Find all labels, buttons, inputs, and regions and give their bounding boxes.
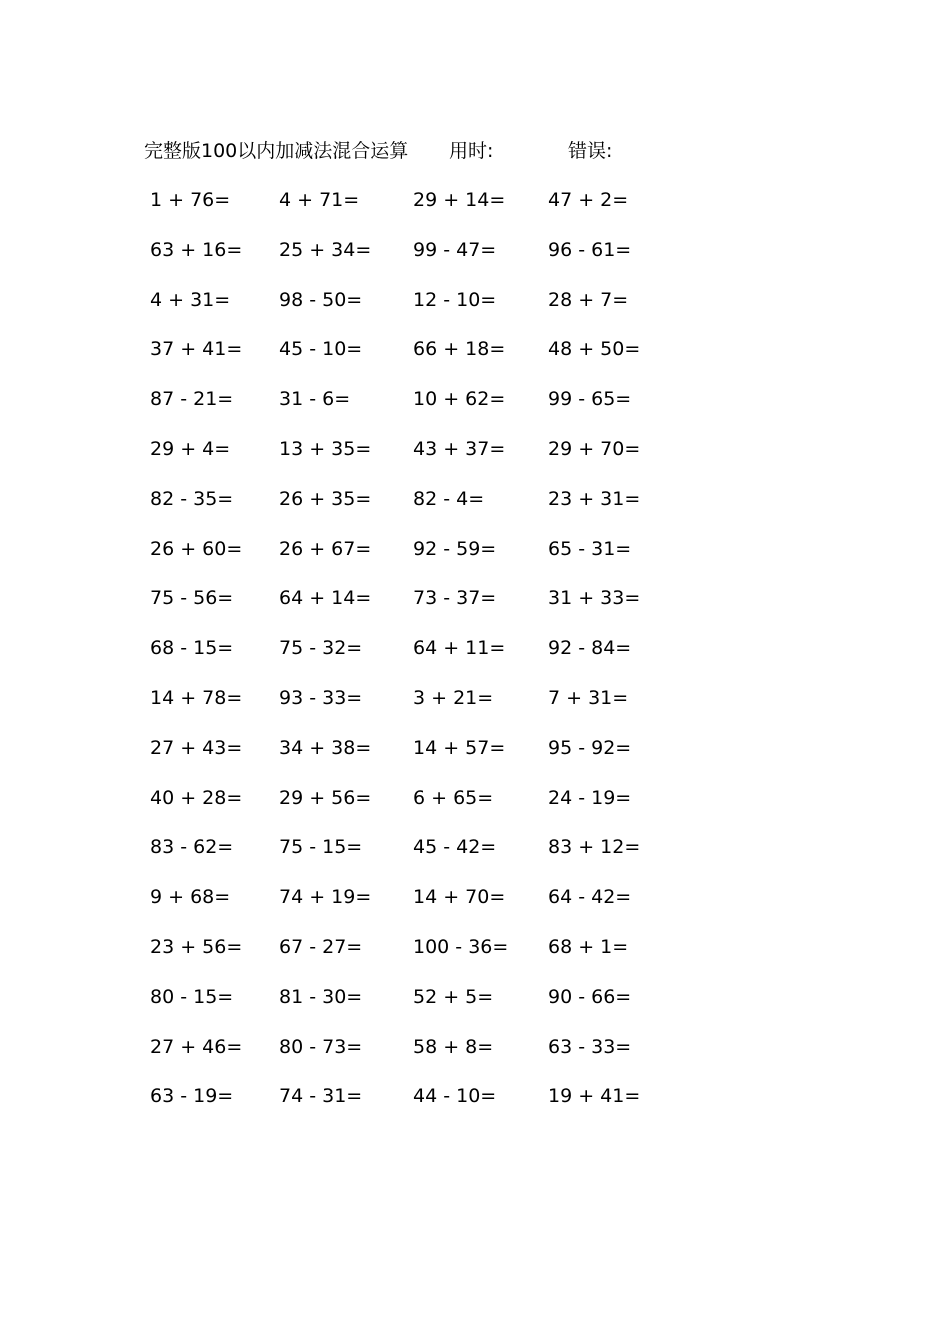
arithmetic-problem: 73 - 37= xyxy=(413,587,497,610)
arithmetic-problem: 29 + 70= xyxy=(548,437,641,460)
arithmetic-problem: 27 + 46= xyxy=(150,1035,243,1058)
arithmetic-problem: 68 + 1= xyxy=(548,935,629,958)
problem-grid xyxy=(140,182,660,1128)
problem-row xyxy=(140,331,660,381)
arithmetic-problem: 75 - 56= xyxy=(150,587,234,610)
problem-row xyxy=(140,232,660,282)
arithmetic-problem: 74 - 31= xyxy=(279,1085,363,1108)
arithmetic-problem: 44 - 10= xyxy=(413,1085,497,1108)
problem-row xyxy=(140,531,660,581)
problem-row xyxy=(140,829,660,879)
arithmetic-problem: 29 + 14= xyxy=(413,189,506,211)
arithmetic-problem: 48 + 50= xyxy=(548,338,641,361)
problem-row xyxy=(140,879,660,929)
arithmetic-problem: 82 - 35= xyxy=(150,487,234,510)
arithmetic-problem: 65 - 31= xyxy=(548,537,632,560)
arithmetic-problem: 19 + 41= xyxy=(548,1085,641,1108)
arithmetic-problem: 67 - 27= xyxy=(279,935,363,958)
arithmetic-problem: 10 + 62= xyxy=(413,388,506,411)
arithmetic-problem: 68 - 15= xyxy=(150,637,234,660)
arithmetic-problem: 26 + 60= xyxy=(150,537,243,560)
arithmetic-problem: 25 + 34= xyxy=(279,238,372,261)
arithmetic-problem: 45 - 42= xyxy=(413,836,497,859)
arithmetic-problem: 64 - 42= xyxy=(548,886,632,909)
arithmetic-problem: 93 - 33= xyxy=(279,686,363,709)
arithmetic-problem: 87 - 21= xyxy=(150,388,234,411)
arithmetic-problem: 14 + 78= xyxy=(150,686,243,709)
arithmetic-problem: 6 + 65= xyxy=(413,786,494,809)
arithmetic-problem: 98 - 50= xyxy=(279,288,363,311)
arithmetic-problem: 45 - 10= xyxy=(279,338,363,361)
arithmetic-problem: 4 + 31= xyxy=(150,288,231,311)
arithmetic-problem: 64 + 11= xyxy=(413,637,506,660)
problem-row xyxy=(140,282,660,332)
arithmetic-problem: 95 - 92= xyxy=(548,736,632,759)
arithmetic-problem: 99 - 47= xyxy=(413,238,497,261)
arithmetic-problem: 12 - 10= xyxy=(413,288,497,311)
problem-row xyxy=(140,730,660,780)
arithmetic-problem: 92 - 84= xyxy=(548,637,632,660)
time-used-label: 用时: xyxy=(449,140,494,162)
arithmetic-problem: 26 + 35= xyxy=(279,487,372,510)
arithmetic-problem: 99 - 65= xyxy=(548,388,632,411)
arithmetic-problem: 4 + 71= xyxy=(279,189,360,211)
error-count-label: 错误: xyxy=(568,140,613,162)
arithmetic-problem: 13 + 35= xyxy=(279,437,372,460)
arithmetic-problem: 92 - 59= xyxy=(413,537,497,560)
arithmetic-problem: 31 + 33= xyxy=(548,587,641,610)
arithmetic-problem: 31 - 6= xyxy=(279,388,351,411)
arithmetic-problem: 1 + 76= xyxy=(150,189,231,211)
worksheet-header xyxy=(144,136,664,166)
problem-row xyxy=(140,1029,660,1079)
arithmetic-problem: 81 - 30= xyxy=(279,985,363,1008)
arithmetic-problem: 34 + 38= xyxy=(279,736,372,759)
problem-row xyxy=(140,630,660,680)
arithmetic-problem: 23 + 31= xyxy=(548,487,641,510)
arithmetic-problem: 43 + 37= xyxy=(413,437,506,460)
arithmetic-problem: 29 + 4= xyxy=(150,437,231,460)
arithmetic-problem: 28 + 7= xyxy=(548,288,629,311)
arithmetic-problem: 9 + 68= xyxy=(150,886,231,909)
arithmetic-problem: 24 - 19= xyxy=(548,786,632,809)
arithmetic-problem: 63 - 33= xyxy=(548,1035,632,1058)
arithmetic-problem: 37 + 41= xyxy=(150,338,243,361)
arithmetic-problem: 63 + 16= xyxy=(150,238,243,261)
arithmetic-problem: 100 - 36= xyxy=(413,935,509,958)
arithmetic-problem: 75 - 15= xyxy=(279,836,363,859)
problem-row xyxy=(140,979,660,1029)
problem-row xyxy=(140,929,660,979)
arithmetic-problem: 74 + 19= xyxy=(279,886,372,909)
worksheet-title: 完整版100以内加减法混合运算 xyxy=(144,140,409,162)
arithmetic-problem: 83 + 12= xyxy=(548,836,641,859)
arithmetic-problem: 7 + 31= xyxy=(548,686,629,709)
problem-row xyxy=(140,780,660,830)
arithmetic-problem: 29 + 56= xyxy=(279,786,372,809)
arithmetic-problem: 90 - 66= xyxy=(548,985,632,1008)
arithmetic-problem: 47 + 2= xyxy=(548,189,629,211)
arithmetic-problem: 52 + 5= xyxy=(413,985,494,1008)
arithmetic-problem: 3 + 21= xyxy=(413,686,494,709)
arithmetic-problem: 26 + 67= xyxy=(279,537,372,560)
problem-row xyxy=(140,431,660,481)
arithmetic-problem: 14 + 57= xyxy=(413,736,506,759)
problem-row xyxy=(140,1078,660,1128)
problem-row xyxy=(140,182,660,232)
arithmetic-problem: 96 - 61= xyxy=(548,238,632,261)
arithmetic-problem: 27 + 43= xyxy=(150,736,243,759)
arithmetic-problem: 80 - 73= xyxy=(279,1035,363,1058)
arithmetic-problem: 58 + 8= xyxy=(413,1035,494,1058)
problem-row xyxy=(140,481,660,531)
arithmetic-problem: 80 - 15= xyxy=(150,985,234,1008)
problem-row xyxy=(140,381,660,431)
arithmetic-problem: 63 - 19= xyxy=(150,1085,234,1108)
arithmetic-problem: 66 + 18= xyxy=(413,338,506,361)
arithmetic-problem: 64 + 14= xyxy=(279,587,372,610)
arithmetic-problem: 83 - 62= xyxy=(150,836,234,859)
arithmetic-problem: 82 - 4= xyxy=(413,487,485,510)
arithmetic-problem: 40 + 28= xyxy=(150,786,243,809)
arithmetic-problem: 14 + 70= xyxy=(413,886,506,909)
problem-row xyxy=(140,580,660,630)
arithmetic-problem: 23 + 56= xyxy=(150,935,243,958)
arithmetic-problem: 75 - 32= xyxy=(279,637,363,660)
problem-row xyxy=(140,680,660,730)
